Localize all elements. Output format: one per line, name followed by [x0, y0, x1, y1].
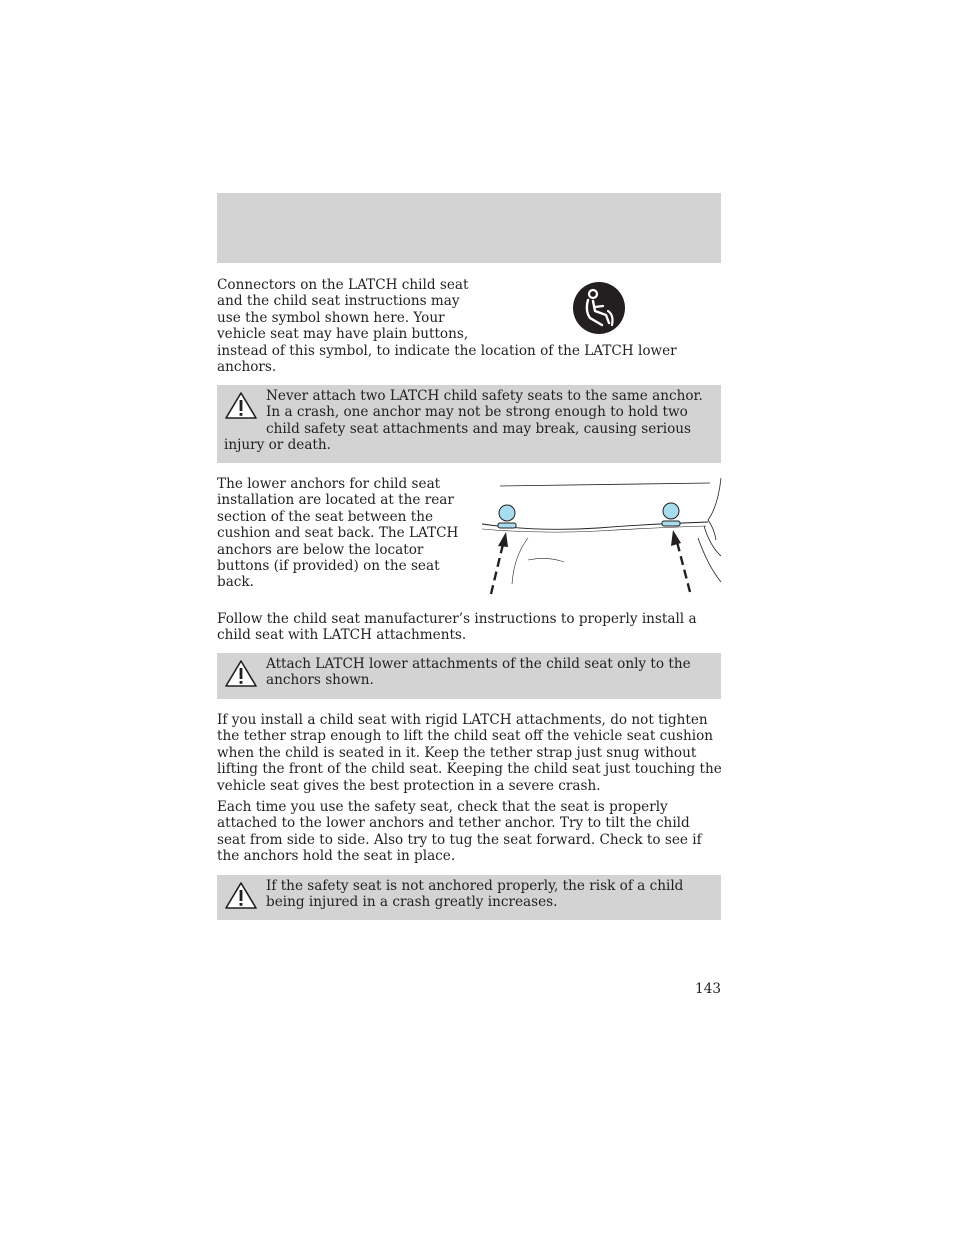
warning-text: Attach LATCH lower attachments of the child seat only to the anchors shown. — [266, 656, 691, 689]
warning-triangle-icon — [224, 659, 258, 689]
intro-line: Connectors on the LATCH child seat — [217, 277, 469, 293]
lower-anchors-paragraph: The lower anchors for child seat installation are located at the rear section of the seat between the cushion and seat back. The LATCH anchors are below the locator buttons (if provided) on the seat back. — [217, 476, 459, 591]
intro-line: and the child seat instructions may — [217, 293, 460, 310]
section-header-band — [217, 193, 721, 263]
intro-paragraph-top — [217, 277, 482, 343]
latch-anchor-location-illustration — [478, 476, 723, 598]
follow-instructions-paragraph: Follow the child seat manufacturer’s instructions to properly install a child seat with LATCH attachments. — [217, 611, 697, 644]
warning-box-anchors-only — [217, 653, 721, 699]
rigid-latch-paragraph: If you install a child seat with rigid LATCH attachments, do not tighten the tether strap enough to lift the child seat off the vehicle seat cushion when the child is seated in it. Keep the tether strap just snug without lifting the front of the child seat. Keeping the child seat just touching the vehicle seat gives the best protection in a severe crash. — [217, 712, 722, 794]
warning-text: Never attach two LATCH child safety seats to the same anchor. In a crash, one anchor may not be strong enough to hold two child safety seat attachments and may break, causing serious injury or death. — [224, 388, 703, 454]
page-number: 143 — [695, 981, 721, 997]
warning-triangle-icon — [224, 881, 258, 911]
warning-box-not-anchored — [217, 875, 721, 920]
warning-text: If the safety seat is not anchored properly, the risk of a child being injured in a crash greatly increases. — [266, 878, 684, 911]
intro-line: use the symbol shown here. Your — [217, 309, 445, 326]
warning-triangle-icon — [224, 391, 258, 421]
latch-child-seat-icon — [572, 281, 626, 335]
intro-line: vehicle seat may have plain buttons, — [217, 326, 469, 343]
warning-box-two-seats — [217, 385, 721, 463]
intro-paragraph-rest: instead of this symbol, to indicate the location of the LATCH lower anchors. — [217, 343, 677, 376]
each-time-check-paragraph: Each time you use the safety seat, check that the seat is properly attached to the lower anchors and tether anchor. Try to tilt the child seat from side to side. Also try to tug the seat forward. Check to see if the anchors hold the seat in place. — [217, 799, 702, 865]
